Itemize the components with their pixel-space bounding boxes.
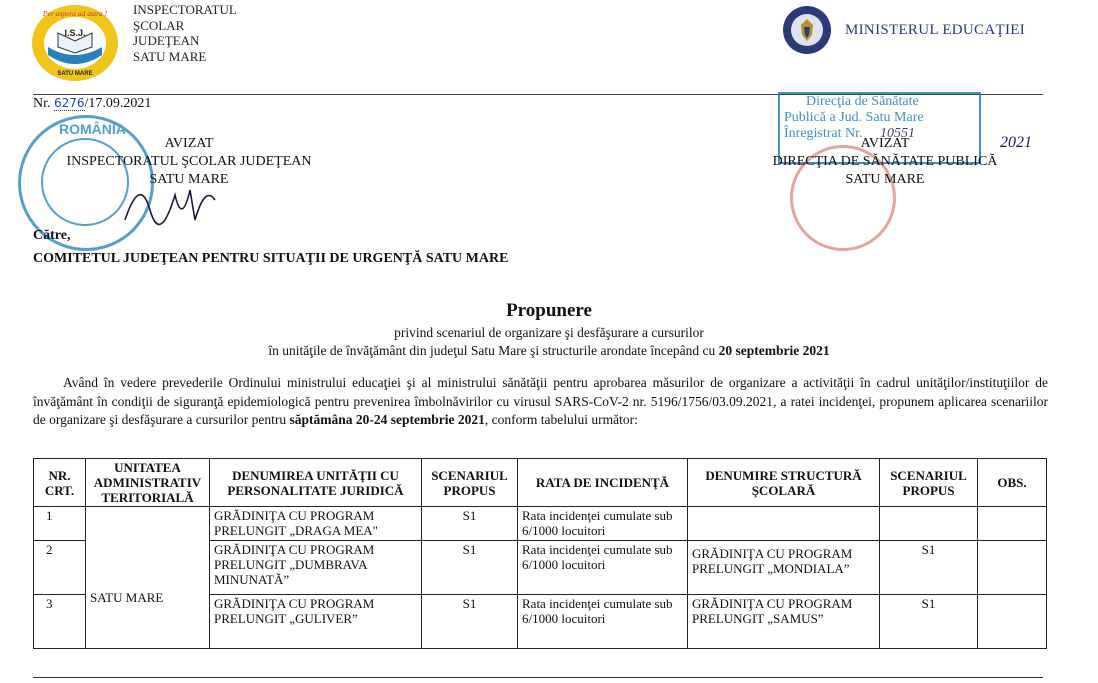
cell-unit: GRĂDINIŢA CU PROGRAM PRELUNGIT „GULIVER” xyxy=(210,595,422,649)
cell-scenario2: S1 xyxy=(880,541,978,595)
nr-date: /17.09.2021 xyxy=(84,96,152,111)
body-text-end: , conform tabelului următor: xyxy=(484,412,638,427)
col-header: RATA DE INCIDENŢĂ xyxy=(518,459,688,507)
cell-rate: Rata incidenţei cumulate sub 6/1000 locuitori xyxy=(518,507,688,541)
cell-uat: SATU MARE xyxy=(86,507,210,649)
col-header: DENUMIRE STRUCTURĂ ŞCOLARĂ xyxy=(688,459,880,507)
col-header: SCENARIUL PROPUS xyxy=(880,459,978,507)
table-row xyxy=(34,507,1047,541)
subtitle-date: 20 septembrie 2021 xyxy=(718,343,830,358)
nr-prefix: Nr. xyxy=(33,96,51,111)
isj-abbr: I.S.J. xyxy=(64,28,86,38)
cell-scenario: S1 xyxy=(422,507,518,541)
nr-handwritten: 6276 xyxy=(54,96,85,110)
proposal-subtitle-date xyxy=(0,343,1098,359)
addressee-committee: COMITETUL JUDEŢEAN PENTRU SITUAŢII DE URGENŢĂ SATU MARE xyxy=(33,251,509,266)
stamp-reg-no: 10551 xyxy=(880,126,916,141)
cell-obs xyxy=(978,507,1047,541)
avizat-dsp xyxy=(735,135,1035,189)
stamp-year: 2021 xyxy=(1000,134,1032,151)
isj-line: SATU MARE xyxy=(133,48,207,64)
cell-unit: GRĂDINIŢA CU PROGRAM PRELUNGIT „DUMBRAVA MINUNATĂ” xyxy=(210,541,422,595)
isj-logo-bottom: SATU MARE xyxy=(57,71,93,77)
stamp-line: Direcţia de Sănătate xyxy=(806,94,919,109)
cell-unit: GRĂDINIŢA CU PROGRAM PRELUNGIT „DRAGA MEA" xyxy=(210,507,422,541)
avizat-label: AVIZAT xyxy=(860,136,910,151)
cell-obs xyxy=(978,595,1047,649)
cell-rate: Rata incidenţei cumulate sub 6/1000 locuitori xyxy=(518,541,688,595)
subtitle-text: în unităţile de învăţământ din judeţul Satu Mare şi structurile arondate începând cu xyxy=(268,343,719,358)
avizat-place: SATU MARE xyxy=(845,172,925,187)
avizat-isj xyxy=(34,135,344,189)
ministry-name: MINISTERUL EDUCAŢIEI xyxy=(845,22,1026,38)
cell-scenario2 xyxy=(880,507,978,541)
footer-divider xyxy=(33,677,1043,678)
stamp-reg-label: Înregistrat Nr. xyxy=(784,126,863,141)
isj-line: INSPECTORATUL xyxy=(133,2,237,17)
addressee-label: Către, xyxy=(33,228,71,243)
cell-scenario: S1 xyxy=(422,595,518,649)
stamp-text: ROMÂNIA xyxy=(59,121,126,137)
body-text: Având în vedere prevederile Ordinului ministrului educaţiei şi al ministrului sănătăţii pentru aprobarea măsurilor de organizare a activităţii în cadrul unităţilor/instituţiilor de învăţământ în condiţii de siguranţă epidemiologică pentru prevenirea îmbolnăvirilor cu virusul SARS-CoV-2 nr. 5196/1756/03.09.2021, a ratei incidenţei, propunem aplicarea scenariilor de organizare şi desfăşurare a cursurilor pentru xyxy=(33,375,1048,427)
scenario-table xyxy=(33,458,1047,649)
isj-institution-name xyxy=(133,2,237,64)
proposal-title: Propunere xyxy=(506,300,592,321)
stamp-line: Publică a Jud. Satu Mare xyxy=(784,110,924,125)
avizat-org: INSPECTORATUL ŞCOLAR JUDEŢEAN xyxy=(66,154,312,169)
col-header: NR. CRT. xyxy=(34,459,86,507)
cell-nr: 2 xyxy=(34,541,86,595)
avizat-label: AVIZAT xyxy=(164,136,214,151)
cell-scenario: S1 xyxy=(422,541,518,595)
col-header: UNITATEA ADMINISTRATIV TERITORIALĂ xyxy=(86,459,210,507)
cell-scenario2: S1 xyxy=(880,595,978,649)
col-header: OBS. xyxy=(978,459,1047,507)
cell-nr: 3 xyxy=(34,595,86,649)
cell-structure xyxy=(688,507,880,541)
registration-number xyxy=(33,96,151,112)
cell-structure: GRĂDINIŢA CU PROGRAM PRELUNGIT „MONDIALA” xyxy=(688,541,880,595)
body-week: săptămâna 20-24 septembrie 2021 xyxy=(289,412,485,427)
isj-line: JUDEŢEAN xyxy=(133,33,200,48)
isj-logo xyxy=(30,3,120,83)
cell-structure: GRĂDINIŢA CU PROGRAM PRELUNGIT „SAMUS” xyxy=(688,595,880,649)
cell-nr: 1 xyxy=(34,507,86,541)
cell-rate: Rata incidenţei cumulate sub 6/1000 locuitori xyxy=(518,595,688,649)
avizat-org: DIRECŢIA DE SĂNĂTATE PUBLICĂ xyxy=(772,154,998,169)
col-header: DENUMIREA UNITĂŢII CU PERSONALITATE JURIDICĂ xyxy=(210,459,422,507)
proposal-subtitle: privind scenariul de organizare şi desfăşurare a cursurilor xyxy=(394,325,704,340)
isj-motto: Per aspera ad astra ! xyxy=(42,9,108,18)
cell-obs xyxy=(978,541,1047,595)
isj-line: ŞCOLAR xyxy=(133,17,185,33)
body-paragraph xyxy=(33,374,1048,430)
table-header-row xyxy=(34,459,1047,507)
col-header: SCENARIUL PROPUS xyxy=(422,459,518,507)
government-seal-icon xyxy=(782,5,832,55)
avizat-place: SATU MARE xyxy=(149,172,229,187)
